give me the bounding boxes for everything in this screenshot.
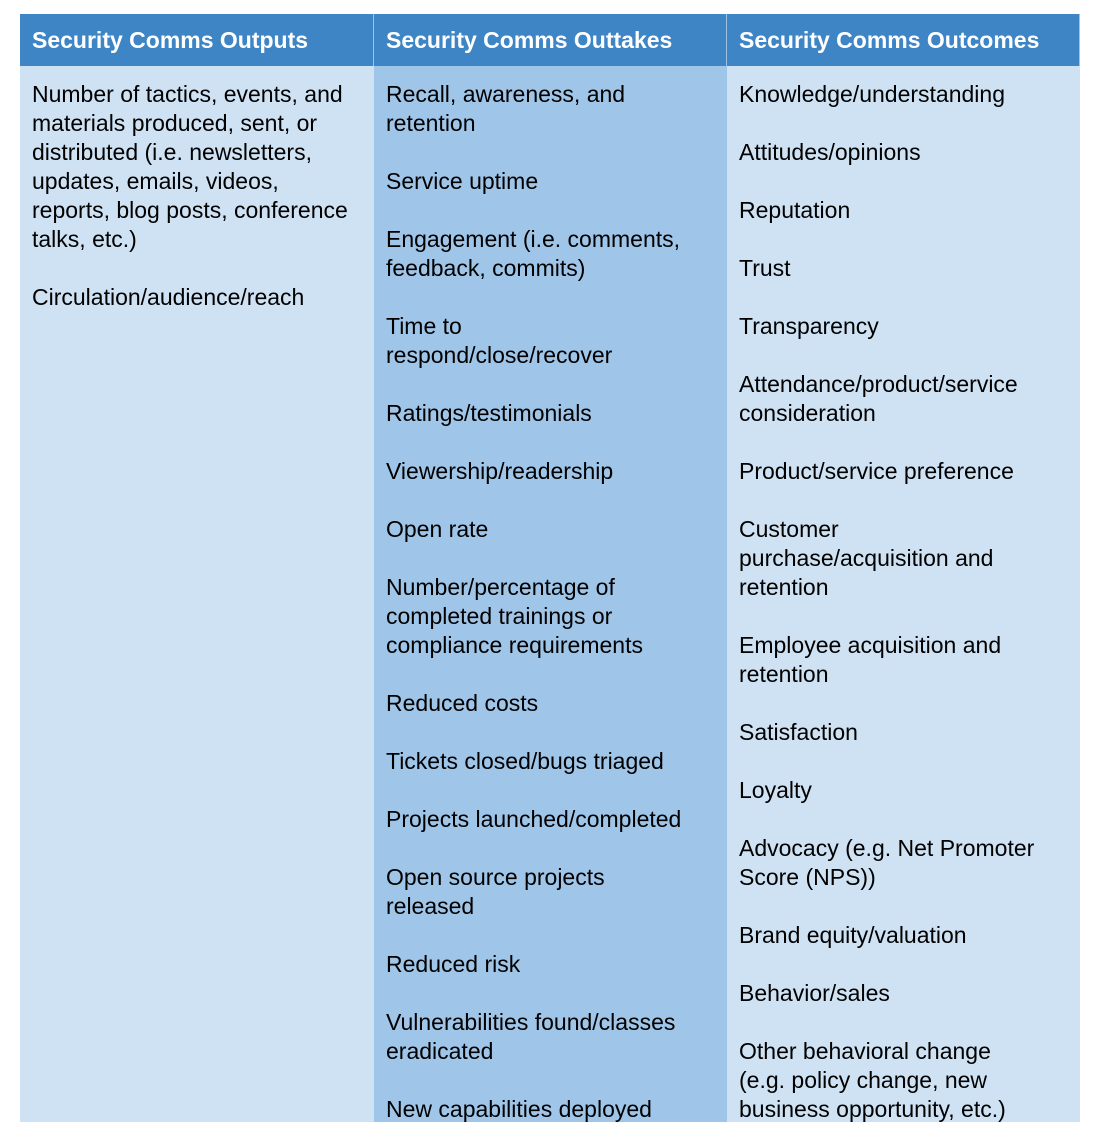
- outtakes-item: Engagement (i.e. comments, feedback, commits): [386, 226, 681, 281]
- outcomes-item: Other behavioral change (e.g. policy change, new business opportunity, etc.): [739, 1038, 1006, 1122]
- outtakes-item: Open source projects released: [386, 864, 605, 919]
- outtakes-item: Viewership/readership: [386, 458, 614, 484]
- outtakes-item: New capabilities deployed: [386, 1096, 652, 1122]
- header-outtakes: Security Comms Outtakes: [374, 14, 727, 66]
- outcomes-item: Attitudes/opinions: [739, 139, 921, 165]
- outtakes-item: Open rate: [386, 516, 489, 542]
- outtakes-item: Number/percentage of completed trainings or compliance requirements: [386, 574, 643, 658]
- header-outputs: Security Comms Outputs: [20, 14, 374, 66]
- outcomes-item: Satisfaction: [739, 719, 858, 745]
- comms-metrics-table: [20, 14, 1080, 1122]
- outcomes-item: Transparency: [739, 313, 879, 339]
- outtakes-item: Tickets closed/bugs triaged: [386, 748, 664, 774]
- outcomes-item: Behavior/sales: [739, 980, 890, 1006]
- outcomes-item: Knowledge/understanding: [739, 81, 1005, 107]
- outtakes-item: Reduced costs: [386, 690, 539, 716]
- outcomes-item: Trust: [739, 255, 791, 281]
- outtakes-item: Service uptime: [386, 168, 539, 194]
- outcomes-item: Reputation: [739, 197, 851, 223]
- outcomes-column: [727, 66, 1080, 1122]
- outcomes-item: Brand equity/valuation: [739, 922, 967, 948]
- outcomes-item: Advocacy (e.g. Net Promoter Score (NPS)): [739, 835, 1035, 890]
- outtakes-item: Ratings/testimonials: [386, 400, 592, 426]
- outputs-item: Circulation/audience/reach: [32, 284, 305, 310]
- outtakes-item: Vulnerabilities found/classes eradicated: [386, 1009, 676, 1064]
- outtakes-item: Projects launched/completed: [386, 806, 682, 832]
- outputs-item: Number of tactics, events, and materials produced, sent, or distributed (i.e. newsletters, updates, emails, videos, reports, blog posts, conference talks, etc.): [32, 81, 348, 252]
- outcomes-item: Employee acquisition and retention: [739, 632, 1002, 687]
- outtakes-item: Time to respond/close/recover: [386, 313, 613, 368]
- outcomes-item: Product/service preference: [739, 458, 1014, 484]
- header-outcomes: Security Comms Outcomes: [727, 14, 1080, 66]
- outtakes-column: [374, 66, 727, 1122]
- outcomes-item: Loyalty: [739, 777, 812, 803]
- outputs-column: [20, 66, 374, 1122]
- outtakes-item: Reduced risk: [386, 951, 521, 977]
- outcomes-item: Attendance/product/service consideration: [739, 371, 1018, 426]
- outtakes-item: Recall, awareness, and retention: [386, 81, 626, 136]
- outcomes-item: Customer purchase/acquisition and retention: [739, 516, 994, 600]
